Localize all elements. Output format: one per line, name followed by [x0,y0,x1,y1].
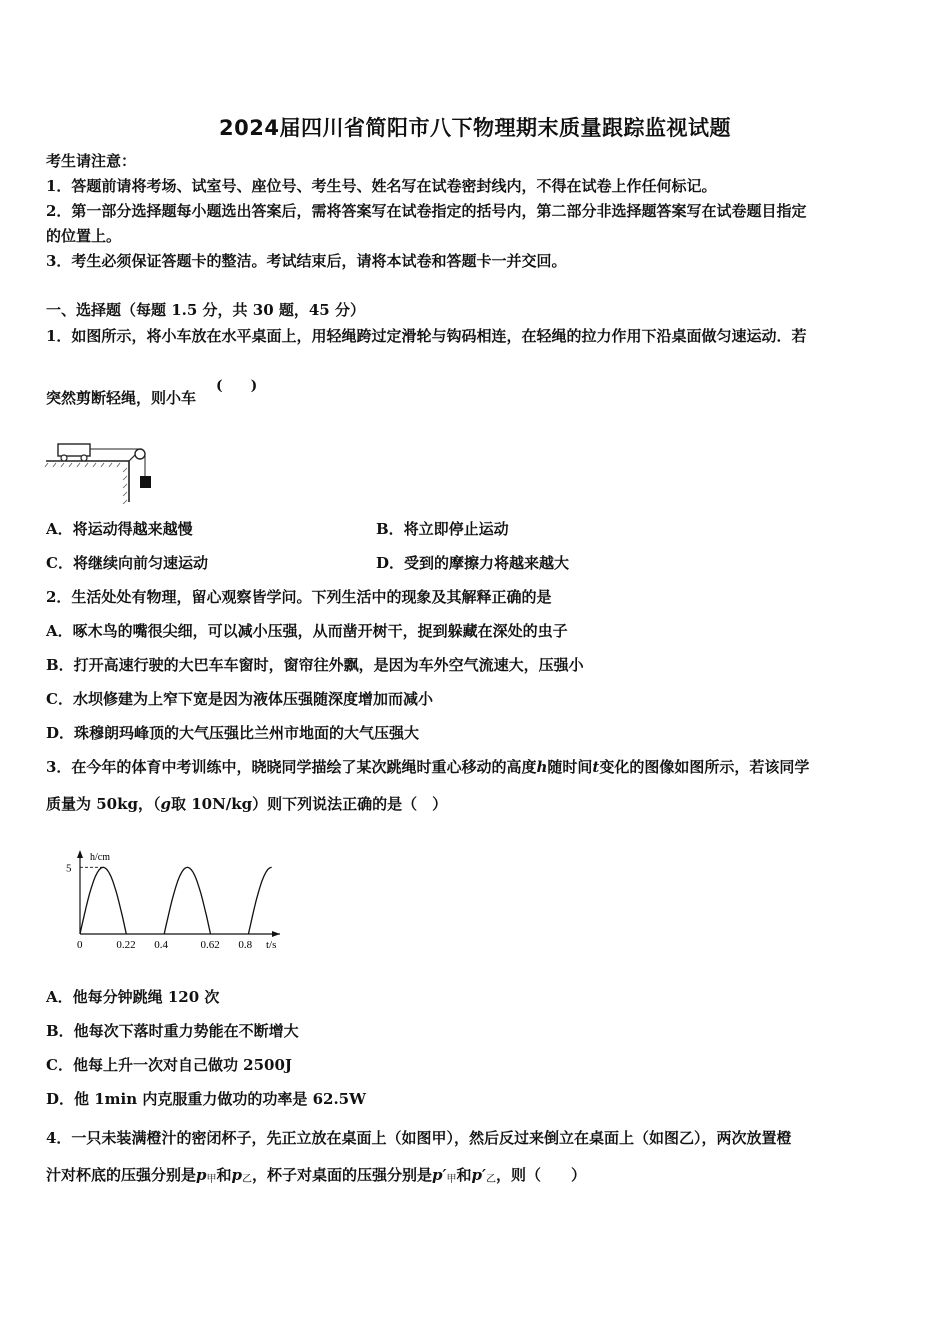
jump-curve-2 [164,867,210,934]
notice-heading: 考生请注意： [46,152,137,170]
x-tick-label: 0.4 [154,939,168,951]
q1-stem-line1: 1．如图所示，将小车放在水平桌面上，用轻绳跨过定滑轮与钩码相连，在轻绳的拉力作用下沿桌面做匀速运动．若 [46,327,807,345]
q4-stem-line1: 4．一只未装满橙汁的密闭杯子，先正立放在桌面上（如图甲），然后反过来倒立在桌面上（如图乙），两次放置橙 [46,1129,792,1147]
q1-stem-line2: 突然剪断轻绳，则小车 [46,389,197,407]
pulley [135,449,145,459]
hook-weight [140,476,151,488]
q2-option-b: B．打开高速行驶的大巴车车窗时，窗帘往外飘，是因为车外空气流速大，压强小 [46,656,584,674]
q1-option-b: B．将立即停止运动 [376,520,509,538]
q3-option-c: C．他每上升一次对自己做功 2500J [46,1056,293,1074]
notice-item-3: 3．考生必须保证答题卡的整洁。考试结束后，请将本试卷和答题卡一并交回。 [46,252,567,270]
x-axis-arrow [272,931,280,937]
section-heading: 一、选择题（每题 1.5 分，共 30 题，45 分） [46,301,365,319]
q4-stem-line2: 汁对杯底的压强分别是$p_甲$和$p_乙$，杯子对桌面的压强分别是$p'_甲$和$p'_乙$，则（ ） [46,1166,586,1185]
q3-height-time-chart [58,846,298,956]
q2-option-c: C．水坝修建为上窄下宽是因为液体压强随深度增加而减小 [46,690,433,708]
q1-option-c: C．将继续向前匀速运动 [46,554,208,572]
y-tick-label: 5 [66,862,72,875]
q1-answer-paren: ( ) [216,378,258,394]
cart-body [58,444,90,456]
q2-option-d: D．珠穆朗玛峰顶的大气压强比兰州市地面的大气压强大 [46,724,420,742]
x-tick-label: 0.22 [116,939,136,951]
y-axis-label: h/cm [90,852,110,863]
q2-option-a: A．啄木鸟的嘴很尖细，可以减小压强，从而凿开树干，捉到躲藏在深处的虫子 [46,622,568,640]
q3-option-a: A．他每分钟跳绳 120 次 [46,988,220,1006]
y-axis-arrow [77,850,83,858]
x-axis-label: t/s [266,939,277,951]
jump-curve-1 [80,867,126,934]
q3-stem-line2: 质量为 50kg，（g取 10N/kg）则下列说法正确的是（ ） [46,795,448,813]
q1-option-d: D．受到的摩擦力将越来越大 [376,554,570,572]
notice-item-2-cont: 的位置上。 [46,227,122,245]
q3-option-b: B．他每次下落时重力势能在不断增大 [46,1022,299,1040]
x-tick-label: 0.62 [200,939,220,951]
notice-item-1: 1．答题前请将考场、试室号、座位号、考生号、姓名写在试卷密封线内，不得在试卷上作任何标记。 [46,177,717,195]
q1-option-a: A．将运动得越来越慢 [46,520,193,538]
x-tick-label: 0.8 [238,939,253,951]
q2-stem: 2．生活处处有物理，留心观察皆学问。下列生活中的现象及其解释正确的是 [46,588,552,606]
jump-curve-3 [248,867,271,934]
q1-figure [44,436,164,504]
x-tick-label: 0 [77,939,83,951]
q3-stem-line1: 3．在今年的体育中考训练中，晓晓同学描绘了某次跳绳时重心移动的高度h随时间t变化的图像如图所示，若该同学 [46,758,810,776]
page-title: 2024届四川省简阳市八下物理期末质量跟踪监视试题 [219,116,731,140]
notice-item-2: 2．第一部分选择题每小题选出答案后，需将答案写在试卷指定的括号内，第二部分非选择题答案写在试卷题目指定 [46,202,807,220]
q3-option-d: D．他 1min 内克服重力做功的功率是 62.5W [46,1090,366,1108]
